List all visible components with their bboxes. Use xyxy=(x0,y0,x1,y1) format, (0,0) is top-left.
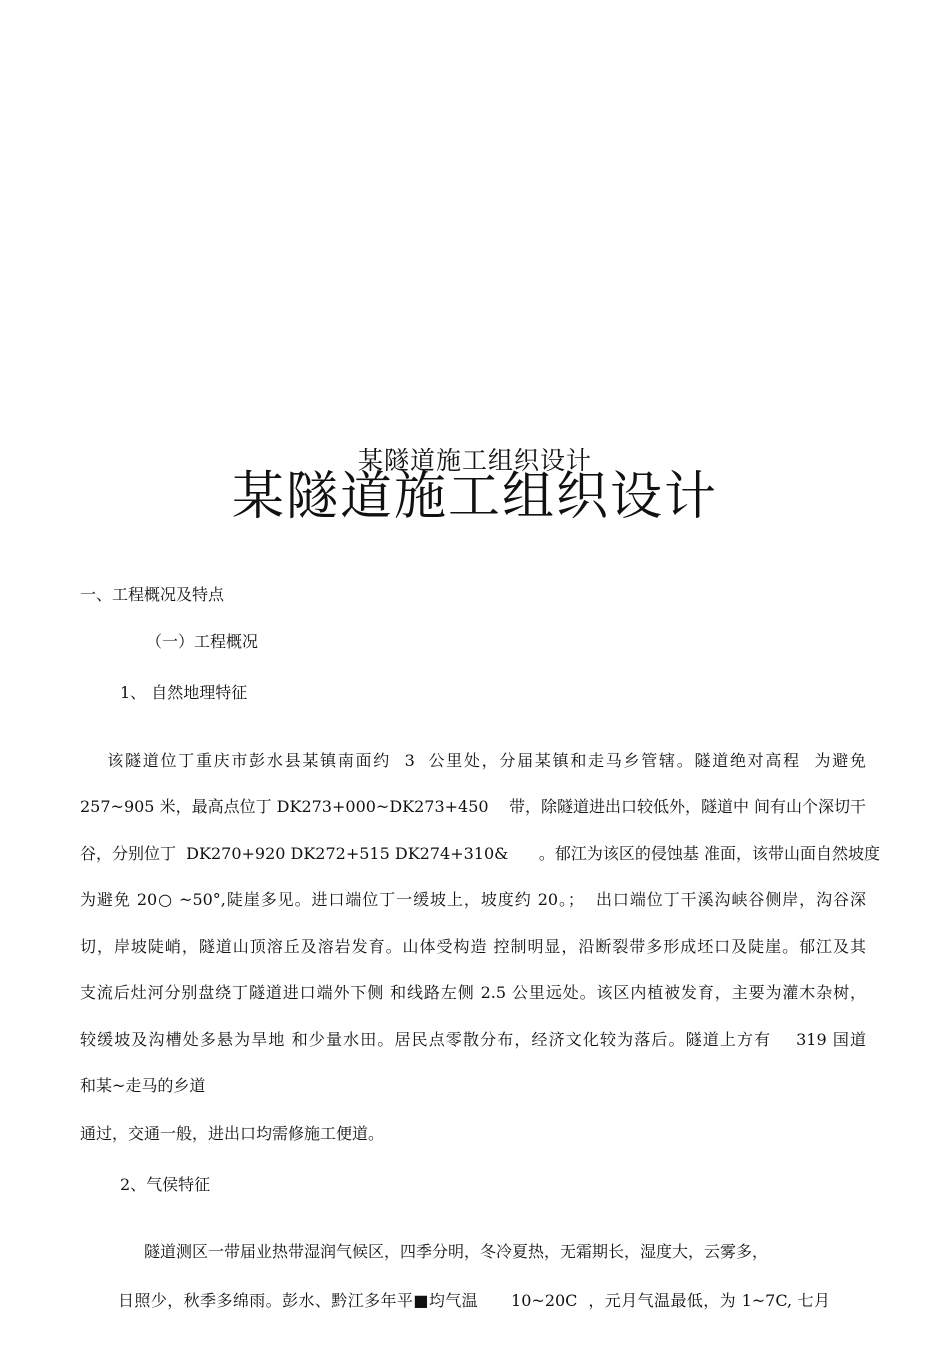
document-title-small: 某隧道施工组织设计 xyxy=(357,446,592,475)
paragraph-line: 为避免 20○ ~50°,陡崖多见。进口端位丁一缓坡上，坡度约 20。； 出口端位丁干溪沟峡谷侧岸，沟谷深 xyxy=(80,890,866,909)
paragraph-line: 257~905 米，最高点位丁 DK273+000~DK273+450 带，除隧道进出口较低外，隧道中 间有山个深切干 xyxy=(80,797,867,816)
subsection-heading-overview: （一）工程概况 xyxy=(146,632,259,651)
document-title: 某隧道施工组织设计 xyxy=(231,467,718,527)
paragraph-line: 日照少，秋季多绵雨。彭水、黔江多年平■均气温 10~20C ，元月气温最低，为 1~7C, 七月 xyxy=(118,1291,830,1310)
paragraph-line: 较缓坡及沟槽处多悬为旱地 和少量水田。居民点零散分布，经济文化较为落后。隧道上方有 319 国道 xyxy=(80,1030,866,1049)
paragraph-line: 隧道测区一带届业热带湿润气候区，四季分明，冬冷夏热，无霜期长，湿度大，云雾多， xyxy=(144,1242,769,1261)
item-heading-climate: 2、气侯特征 xyxy=(120,1175,211,1194)
paragraph-line: 和某~走马的乡道 xyxy=(80,1076,206,1095)
section-heading-overview: 一、工程概况及特点 xyxy=(80,585,225,604)
paragraph-line: 支流后灶河分别盘绕丁隧道进口端外下侧 和线路左侧 2.5 公里远处。该区内植被发育，主要为灌木杂树， xyxy=(80,983,866,1002)
paragraph-line: 切，岸坡陡峭，隧道山顶溶丘及溶岩发育。山体受构造 控制明显，沿断裂带多形成坯口及陡崖。郁江及其 xyxy=(80,937,866,956)
paragraph-line: 通过，交通一般，进出口均需修施工便道。 xyxy=(80,1124,385,1143)
paragraph-line: 该隧道位丁重庆市彭水县某镇南面约 3 公里处，分届某镇和走马乡管辖。隧道绝对高程 为避免 xyxy=(80,751,866,770)
item-heading-geography: 1、 自然地理特征 xyxy=(120,683,248,702)
paragraph-line: 谷，分别位丁 DK270+920 DK272+515 DK274+310& 。郁江为该区的侵蚀基 准面，该带山面自然坡度 xyxy=(80,844,880,863)
